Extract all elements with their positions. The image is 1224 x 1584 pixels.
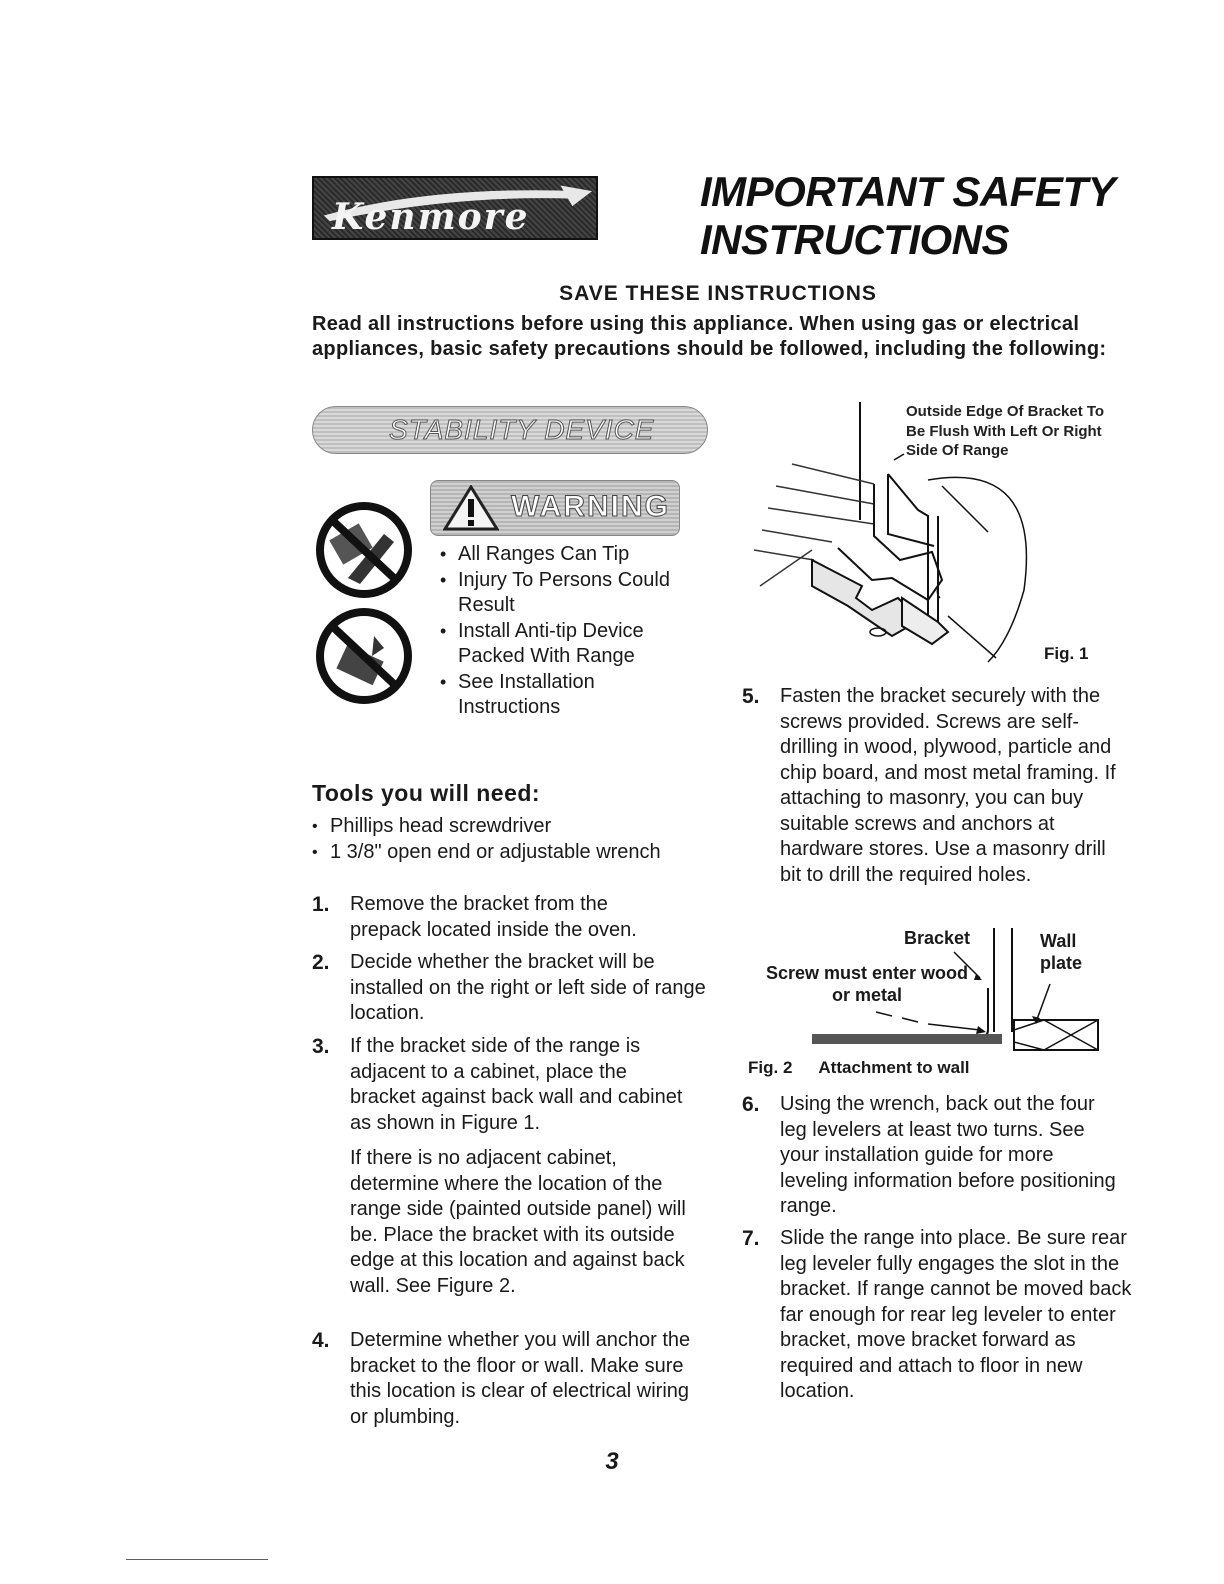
step-text: Slide the range into place. Be sure rear leg leveler fully engages the slot in the bracket. If range cannot be moved back far enough for rear leg leveler to enter bracket, move bracket forward as required and attach to floor in new location. (780, 1227, 1132, 1402)
figure-1-caption: Fig. 1 (1044, 644, 1089, 663)
step-text-continued: If there is no adjacent cabinet, determine where the location of the range side (painted outside panel) will be. Place the bracket with its outside edge at this location and against back wall. See Figure 2. (350, 1147, 686, 1297)
step-text: Remove the bracket from the prepack located inside the oven. (350, 893, 637, 941)
save-heading: SAVE THESE INSTRUCTIONS (559, 282, 877, 305)
step-1 (312, 892, 670, 943)
figure-2-caption (748, 1058, 970, 1078)
warning-label: WARNING (511, 490, 670, 523)
range-tipping-prohibited-icon (314, 606, 424, 706)
step-number: 5. (742, 685, 760, 708)
step-6 (742, 1092, 1120, 1220)
tool-item: • Phillips head screwdriver (312, 814, 672, 840)
figure-2-screw-label: Screw must enter wood or metal (765, 963, 969, 1005)
figure-2-wall-plate-label: Wall plate (1040, 931, 1083, 973)
figure-1-label: Outside Edge Of Bracket To Be Flush With Left Or Right Side Of Range (906, 403, 1105, 459)
figure-2-caption-text: Attachment to wall (818, 1058, 970, 1077)
step-5 (742, 684, 1132, 888)
tool-list (312, 814, 672, 865)
step-number: 7. (742, 1227, 760, 1250)
step-text: If the bracket side of the range is adjacent to a cabinet, place the bracket against back wall and cabinet as shown in Figure 1. (350, 1035, 683, 1134)
stability-device-banner (312, 406, 708, 454)
tool-item: • 1 3/8" open end or adjustable wrench (312, 840, 672, 866)
step-number: 2. (312, 951, 330, 974)
step-text: Fasten the bracket securely with the screws provided. Screws are self-drilling in wood, plywood, particle and chip board, and most metal framing. If attaching to masonry, you can buy suitable screws and anchors at hardware stores. Use a masonry drill bit to drill the required holes. (780, 685, 1116, 886)
title-line2: INSTRUCTIONS (700, 216, 1009, 263)
step-7 (742, 1226, 1136, 1405)
intro-text: Read all instructions before using this appliance. When using gas or electrical appliances, basic safety precautions should be followed, including the following: (312, 313, 1107, 360)
warning-triangle-icon (443, 485, 499, 531)
footnote-rule (126, 1559, 268, 1560)
step-number: 4. (312, 1329, 330, 1352)
step-4 (312, 1328, 710, 1430)
page-title (700, 168, 1140, 264)
step-text: Using the wrench, back out the four leg levelers at least two turns. See your installation guide for more leveling information before positioning range. (780, 1093, 1116, 1217)
step-3 (312, 1034, 695, 1299)
warning-item: • See Installation Instructions (440, 670, 700, 721)
step-text: Decide whether the bracket will be installed on the right or left side of range location. (350, 951, 706, 1024)
step-text: Determine whether you will anchor the bracket to the floor or wall. Make sure this location is clear of electrical wiring or plumbing. (350, 1329, 691, 1428)
warning-item: • Injury To Persons Could Result (440, 568, 700, 619)
tip-over-prohibited-icon (314, 500, 414, 600)
figure-2-bracket-label: Bracket (904, 928, 971, 948)
figure-2-caption-fig: Fig. 2 (748, 1058, 793, 1077)
step-number: 3. (312, 1035, 330, 1058)
logo-text: Kenmore (332, 196, 530, 238)
title-line1: IMPORTANT SAFETY (700, 168, 1116, 215)
page-number: 3 (605, 1448, 619, 1475)
warning-banner (430, 480, 680, 536)
tools-heading: Tools you will need: (312, 780, 541, 806)
step-2 (312, 950, 710, 1027)
warning-item: • Install Anti-tip Device Packed With Range (440, 619, 700, 670)
kenmore-logo (312, 176, 598, 240)
warning-item: • All Ranges Can Tip (440, 542, 700, 568)
step-number: 1. (312, 893, 330, 916)
warning-list (440, 542, 700, 721)
step-number: 6. (742, 1093, 760, 1116)
stability-device-label: STABILITY DEVICE (389, 414, 655, 445)
